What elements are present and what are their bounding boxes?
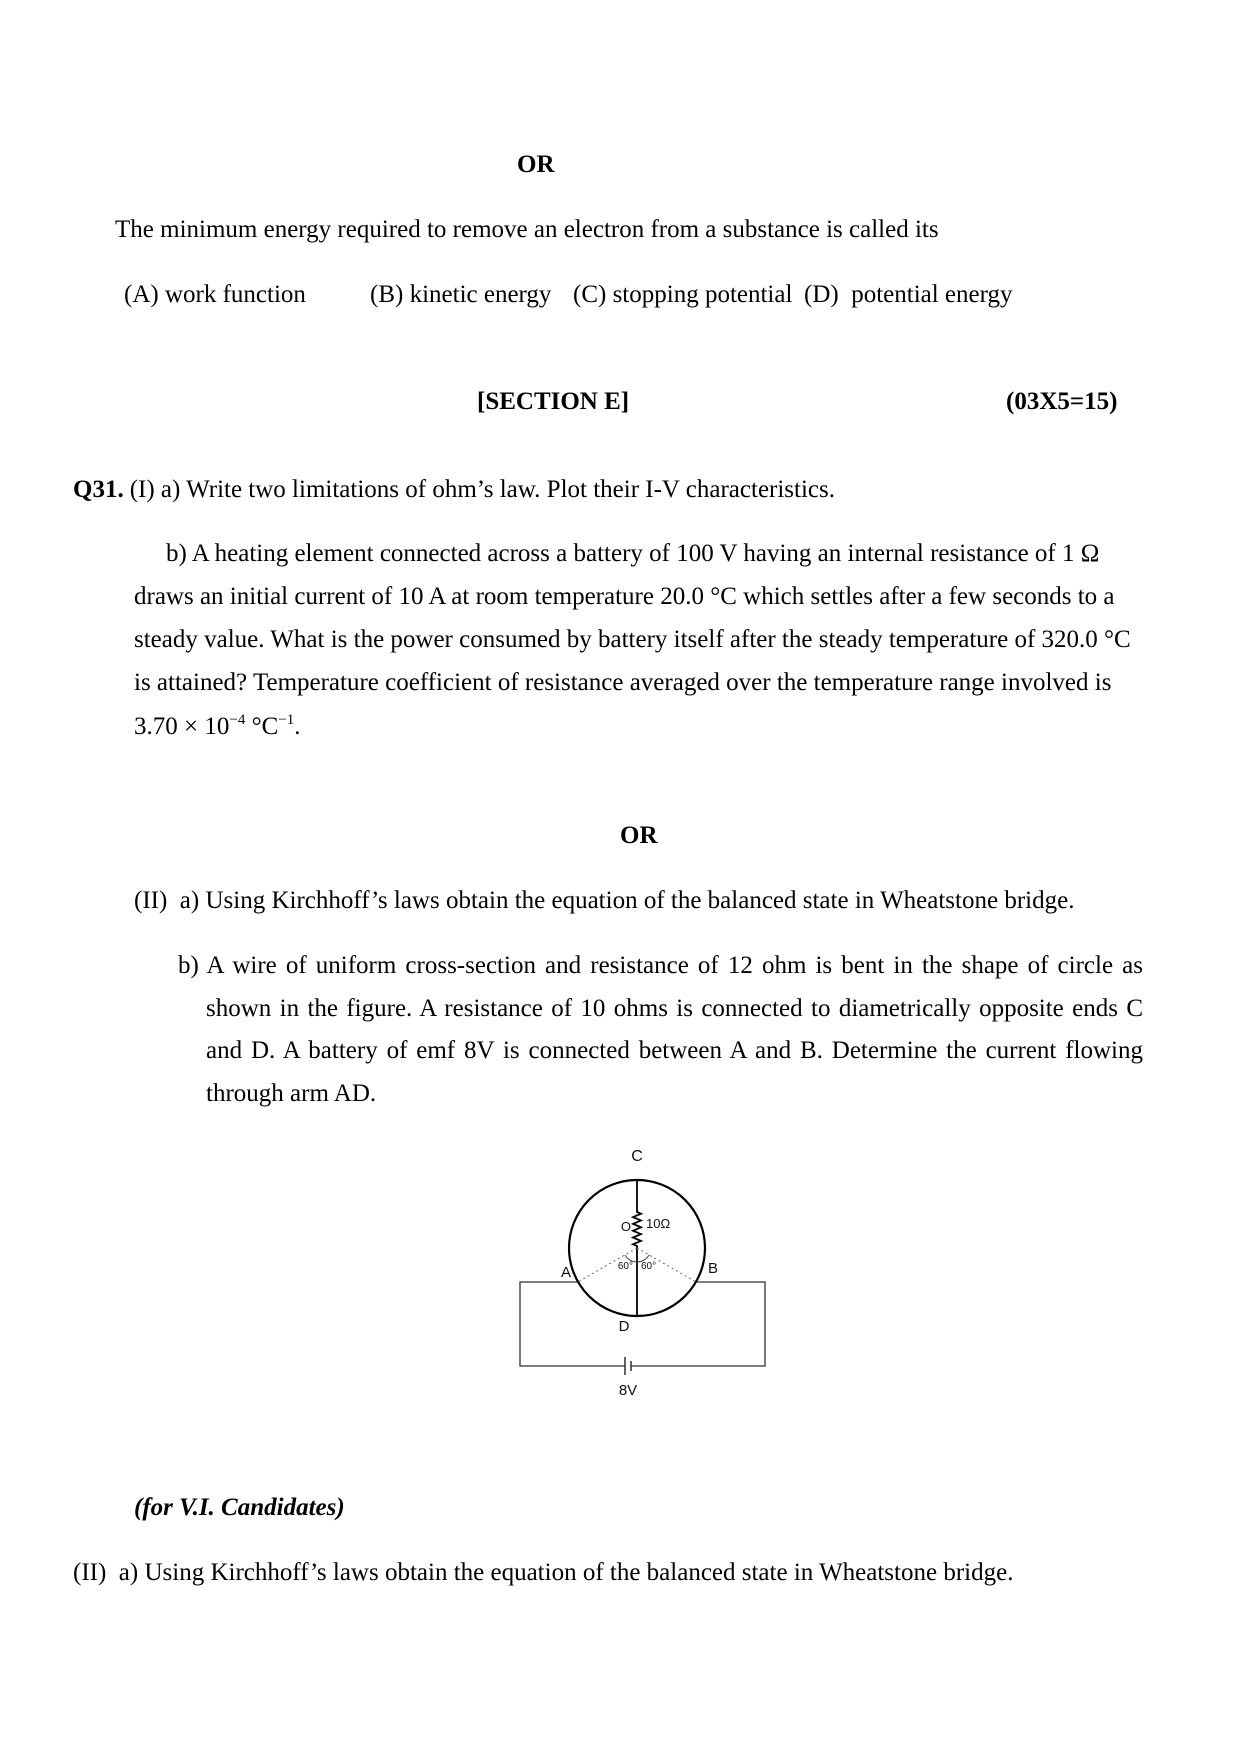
label-angle-left: 60° bbox=[617, 1261, 633, 1272]
section-marks: (03X5=15) bbox=[1006, 388, 1118, 415]
section-title: [SECTION E] bbox=[477, 388, 630, 415]
temp-coefficient-exponent: −4 bbox=[229, 712, 246, 728]
mcq-option-d: (D) potential energy bbox=[804, 281, 1013, 308]
mcq-option-a: (A) work function bbox=[124, 281, 306, 308]
vi-candidates-heading: (for V.I. Candidates) bbox=[134, 1494, 345, 1521]
mcq-option-c: (C) stopping potential bbox=[573, 281, 793, 308]
or-separator-top: OR bbox=[517, 151, 555, 178]
temp-coefficient-unit-exponent: −1 bbox=[278, 712, 295, 728]
q31-part-ii-b-line-2: shown in the figure. A resistance of 10 ohms is connected to diametrically opposite ends C bbox=[206, 995, 1143, 1022]
label-b: B bbox=[707, 1260, 719, 1277]
vi-part-ii-a: (II) a) Using Kirchhoff’s laws obtain the equation of the balanced state in Wheatstone bridge. bbox=[73, 1559, 1014, 1586]
label-angle-right: 60° bbox=[641, 1261, 657, 1272]
mcq-question: The minimum energy required to remove an electron from a substance is called its bbox=[115, 216, 939, 243]
label-d: D bbox=[618, 1318, 630, 1335]
question-number: Q31. bbox=[73, 476, 124, 503]
q31-part-i-b-line-1: b) A heating element connected across a battery of 100 V having an internal resistance of 1 Ω bbox=[166, 540, 1100, 567]
q31-part-i-b-line-4: is attained? Temperature coefficient of resistance averaged over the temperature range involved is bbox=[134, 669, 1112, 696]
q31-part-i-b-value-line bbox=[134, 712, 300, 745]
q31-part-i-b-line-3: steady value. What is the power consumed by battery itself after the steady temperature of 320.0 °C bbox=[134, 626, 1131, 653]
label-resistance: 10Ω bbox=[646, 1216, 671, 1231]
q31-part-ii-a: (II) a) Using Kirchhoff’s laws obtain the equation of the balanced state in Wheatstone bridge. bbox=[134, 887, 1075, 914]
mcq-option-b: (B) kinetic energy bbox=[370, 281, 552, 308]
q31-part-i-a-line bbox=[73, 475, 835, 505]
label-o: O bbox=[620, 1219, 631, 1234]
outer-circuit-wire bbox=[520, 1282, 765, 1366]
label-c: C bbox=[631, 1148, 643, 1165]
q31-part-i-a-text: (I) a) Write two limitations of ohm’s law. Plot their I-V characteristics. bbox=[129, 476, 836, 503]
q31-part-ii-b-line-3: and D. A battery of emf 8V is connected between A and B. Determine the current flowing bbox=[206, 1037, 1143, 1064]
q31-part-ii-b-line-4: through arm AD. bbox=[206, 1080, 377, 1107]
circuit-figure bbox=[500, 1130, 790, 1410]
temp-coefficient-unit: °C bbox=[245, 713, 279, 740]
q31-part-ii-b-line-1: b) A wire of uniform cross-section and resistance of 12 ohm is bent in the shape of circle as bbox=[178, 952, 1143, 979]
or-separator-middle: OR bbox=[620, 822, 658, 849]
temp-coefficient-end: . bbox=[294, 713, 301, 740]
temp-coefficient-mantissa: 3.70 × 10 bbox=[134, 713, 230, 740]
label-emf: 8V bbox=[618, 1382, 638, 1399]
battery-symbol bbox=[625, 1357, 631, 1375]
q31-part-i-b-line-2: draws an initial current of 10 A at room temperature 20.0 °C which settles after a few seconds to a bbox=[134, 583, 1115, 610]
label-a: A bbox=[560, 1264, 572, 1281]
